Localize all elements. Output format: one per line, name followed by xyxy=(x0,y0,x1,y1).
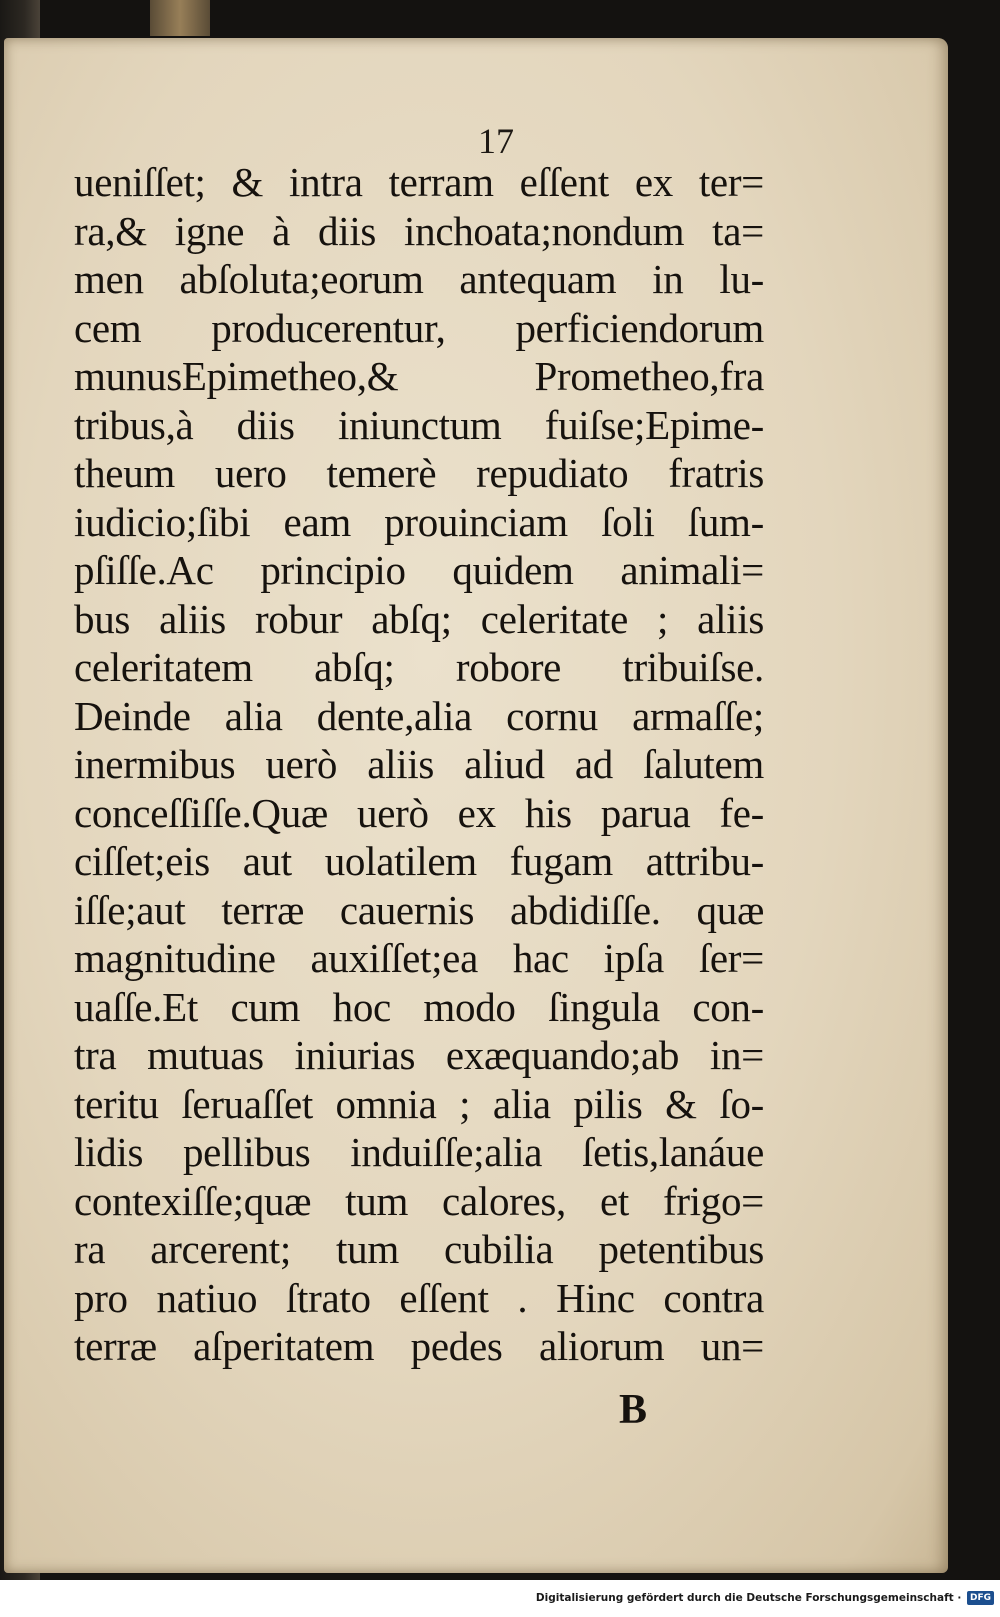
text-line: tribus,à diis iniunctum fuiſse;Epime- xyxy=(74,401,764,448)
text-line: inermibus uerò aliis aliud ad ſalutem xyxy=(74,741,764,787)
text-line: munusEpimetheo,& Prometheo,fra xyxy=(74,353,764,399)
text-line: tra mutuas iniurias exæquando;ab in= xyxy=(74,1032,764,1078)
text-line: men abſoluta;eorum antequam in lu- xyxy=(74,256,764,302)
text-line: ra,& igne à diis inchoata;nondum ta= xyxy=(74,207,764,254)
text-line: bus aliis robur abſq; celeritate ; aliis xyxy=(74,595,764,642)
footer-credit xyxy=(536,1586,1000,1610)
page-number: 17 xyxy=(478,121,514,161)
book-page xyxy=(4,38,948,1573)
book-spine-edge xyxy=(150,0,210,36)
text-line: iſſe;aut terræ cauernis abdidiſſe. quæ xyxy=(74,886,764,933)
text-line: conceſſiſſe.Quæ uerò ex his parua fe- xyxy=(74,789,764,836)
text-line: pſiſſe.Ac principio quidem animali= xyxy=(74,547,764,593)
text-line: Deinde alia dente,alia cornu armaſſe; xyxy=(74,692,764,739)
text-line: theum uero temerè repudiato fratris xyxy=(74,450,764,496)
text-line: ra arcerent; tum cubilia petentibus xyxy=(74,1226,764,1272)
text-line: ueniſſet; & intra terram eſſent ex ter= xyxy=(74,159,764,205)
text-line: lidis pellibus induiſſe;alia ſetis,lanáue xyxy=(74,1129,764,1175)
text-line: celeritatem abſq; robore tribuiſse. xyxy=(74,644,764,690)
text-line: contexiſſe;quæ tum calores, et frigo= xyxy=(74,1177,764,1224)
text-line: pro natiuo ſtrato eſſent . Hinc contra xyxy=(74,1274,764,1321)
text-line: ciſſet;eis aut uolatilem fugam attribu- xyxy=(74,838,764,884)
text-line: terræ aſperitatem pedes aliorum un= xyxy=(74,1323,764,1369)
text-block xyxy=(74,158,764,1371)
dfg-logo: DFG xyxy=(967,1591,994,1605)
text-line: magnitudine auxiſſet;ea hac ipſa ſer= xyxy=(74,935,764,981)
footer-text: Digitalisierung gefördert durch die Deutsche Forschungsgemeinschaft · xyxy=(535,1592,962,1604)
text-line: uaſſe.Et cum hoc modo ſingula con- xyxy=(74,983,764,1030)
text-line: teritu ſeruaſſet omnia ; alia pilis & ſo- xyxy=(74,1080,764,1127)
signature-mark: B xyxy=(619,1387,648,1433)
text-line: cem producerentur, perficiendorum xyxy=(74,304,764,351)
text-line: iudicio;ſibi eam prouinciam ſoli ſum- xyxy=(74,498,764,545)
